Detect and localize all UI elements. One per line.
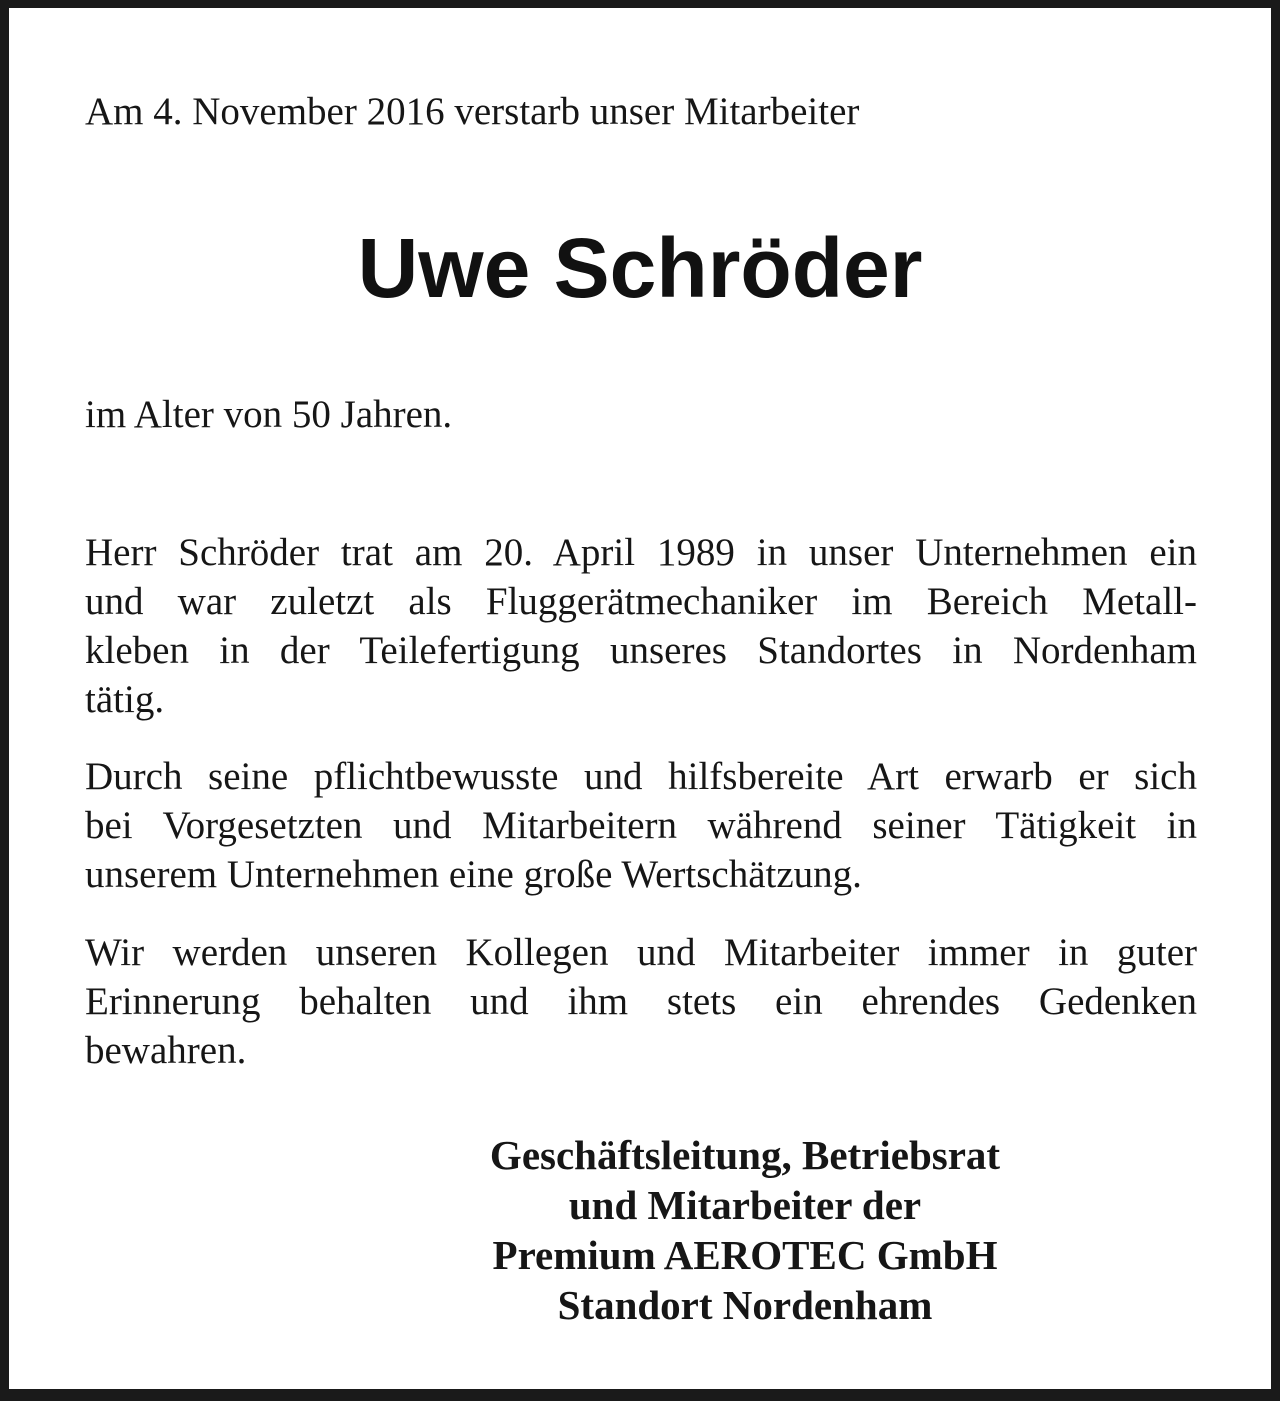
text-line: unserem Unternehmen eine große Wertschätzung.: [85, 853, 862, 896]
signature-line: und Mitarbeiter der: [568, 1182, 922, 1228]
age-line: im Alter von 50 Jahren.: [85, 393, 453, 436]
text-line: Erinnerung behalten und ihm stets ein ehrendes Gedenken: [85, 980, 1197, 1023]
text-line: tätig.: [85, 678, 165, 721]
text-line: Wir werden unseren Kollegen und Mitarbeiter immer in guter: [85, 931, 1197, 974]
signature-line: Premium AEROTEC GmbH: [492, 1232, 998, 1278]
paragraph-career: [85, 528, 1197, 724]
text-line: und war zuletzt als Fluggerätmechaniker im Bereich Metall-: [85, 580, 1197, 623]
text-line: bei Vorgesetzten und Mitarbeitern während seiner Tätigkeit in: [85, 804, 1197, 847]
signature-line: Geschäftsleitung, Betriebsrat: [489, 1132, 1001, 1178]
signature-line: Standort Nordenham: [557, 1282, 933, 1328]
text-line: bewahren.: [85, 1029, 247, 1072]
deceased-name: Uwe Schröder: [357, 221, 923, 315]
intro-line: Am 4. November 2016 verstarb unser Mitarbeiter: [85, 90, 860, 133]
paragraph-remembrance: [85, 928, 1197, 1075]
paragraph-appreciation: [85, 752, 1197, 899]
text-line: kleben in der Teilefertigung unseres Standortes in Nordenham: [85, 629, 1197, 672]
text-line: Durch seine pflichtbewusste und hilfsbereite Art erwarb er sich: [85, 755, 1197, 798]
signature-block: [365, 1130, 1125, 1330]
text-line: Herr Schröder trat am 20. April 1989 in unser Unternehmen ein: [85, 531, 1197, 574]
